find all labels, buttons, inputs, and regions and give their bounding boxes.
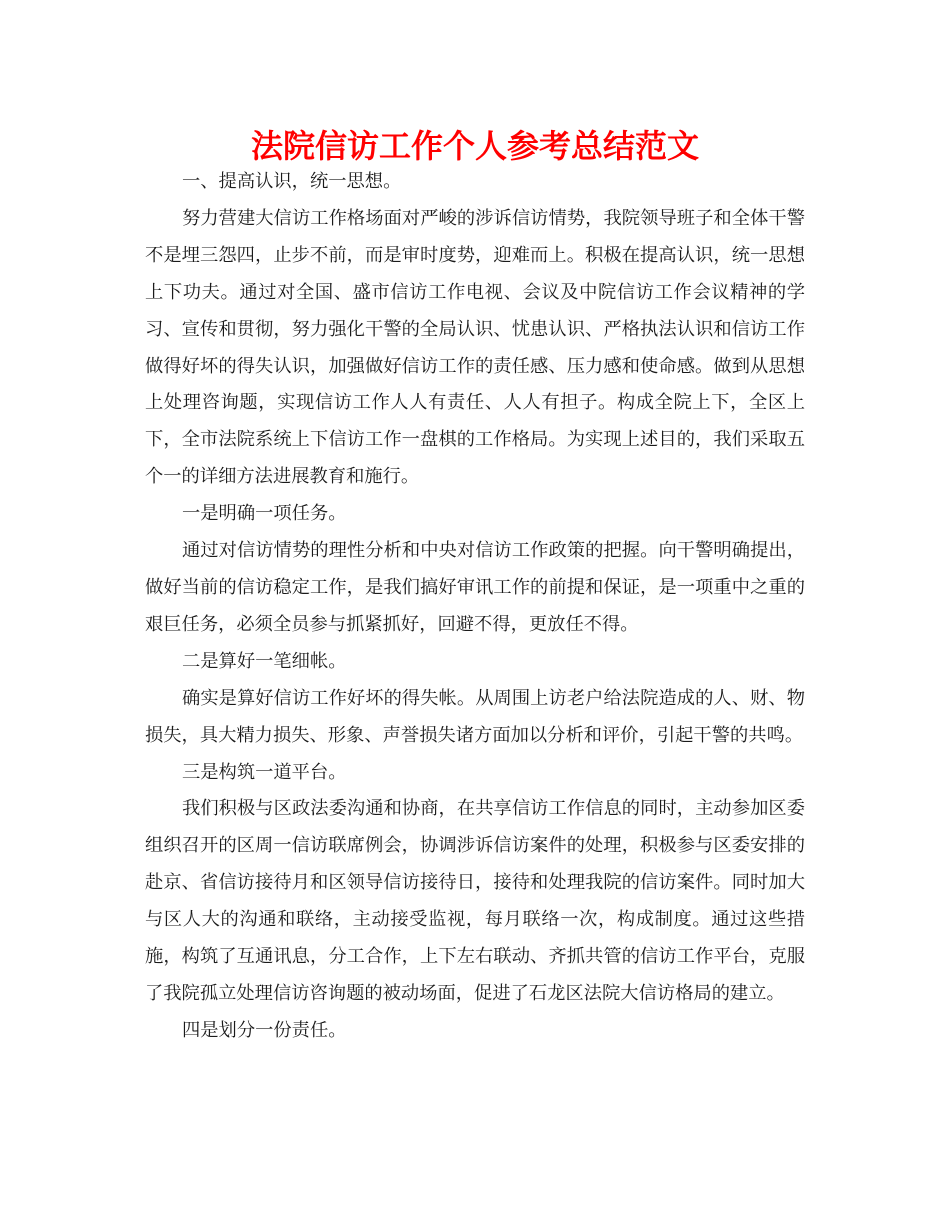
body-paragraph: 通过对信访情势的理性分析和中央对信访工作政策的把握。向干警明确提出，做好当前的信访稳定工作，是我们搞好审讯工作的前提和保证，是一项重中之重的艰巨任务，必须全员参与抓紧抓好，回避不得，更放任不得。	[145, 540, 805, 635]
section-heading: 一、提高认识，统一思想。	[182, 171, 402, 192]
item-heading: 三是构筑一道平台。	[182, 761, 347, 783]
item-heading: 二是算好一笔细帐。	[182, 650, 347, 672]
item-heading: 四是划分一份责任。	[182, 1019, 347, 1041]
body-paragraph: 确实是算好信访工作好坏的得失帐。从周围上访老户给法院造成的人、财、物损失，具大精力损失、形象、声誉损失诸方面加以分析和评价，引起干警的共鸣。	[145, 687, 805, 746]
body-paragraph: 努力营建大信访工作格场面对严峻的涉诉信访情势，我院领导班子和全体干警不是埋三怨四，止步不前，而是审时度势，迎难而上。积极在提高认识，统一思想上下功夫。通过对全国、盛市信访工作电视、会议及中院信访工作会议精神的学习、宣传和贯彻，努力强化干警的全局认识、忧患认识、严格执法认识和信访工作做得好坏的得失认识，加强做好信访工作的责任感、压力感和使命感。做到从思想上处理咨询题，实现信访工作人人有责任、人人有担子。构成全院上下，全区上下，全市法院系统上下信访工作一盘棋的工作格局。为实现上述目的，我们采取五个一的详细方法进展教育和施行。	[145, 207, 805, 488]
body-paragraph: 我们积极与区政法委沟通和协商，在共享信访工作信息的同时，主动参加区委组织召开的区周一信访联席例会，协调涉诉信访案件的处理，积极参与区委安排的赴京、省信访接待月和区领导信访接待日，接待和处理我院的信访案件。同时加大与区人大的沟通和联络，主动接受监视，每月联络一次，构成制度。通过这些措施，构筑了互通讯息，分工合作，上下左右联动、齐抓共管的信访工作平台，克服了我院孤立处理信访咨询题的被动场面，促进了石龙区法院大信访格局的建立。	[145, 798, 805, 1004]
item-heading: 一是明确一项任务。	[182, 503, 347, 525]
document-body	[145, 164, 805, 1050]
document-title: 法院信访工作个人参考总结范文	[250, 127, 699, 165]
